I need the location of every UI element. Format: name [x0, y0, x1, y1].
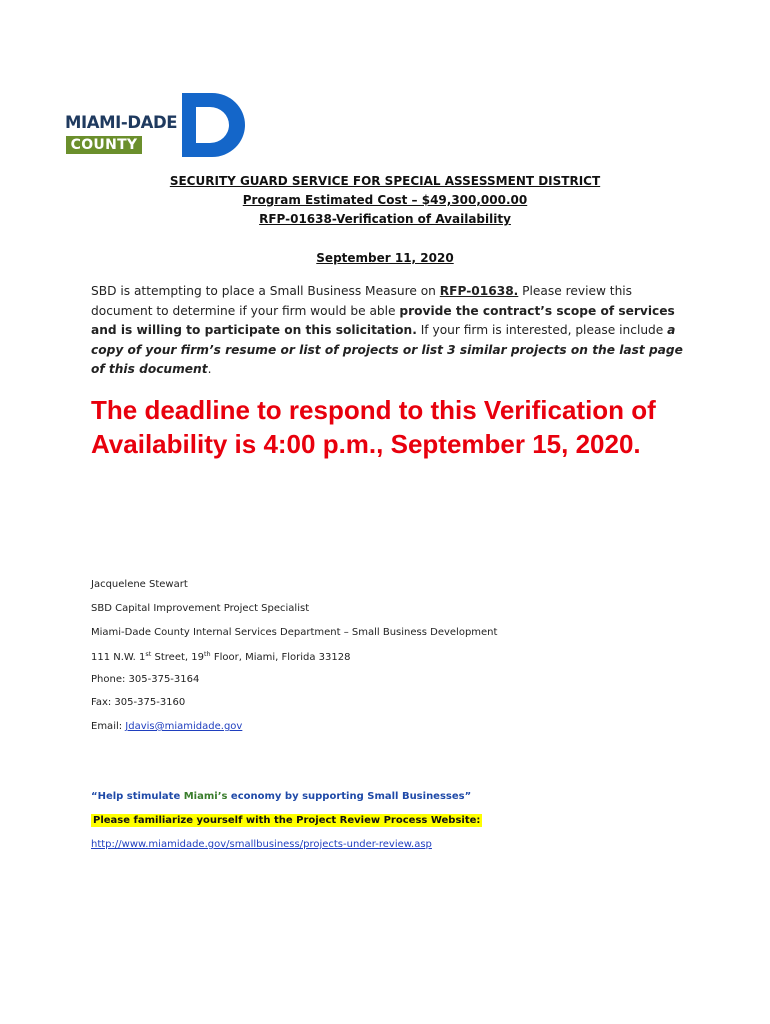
address-sup-1: st — [145, 650, 152, 658]
contact-department: Miami-Dade County Internal Services Department – Small Business Development — [91, 627, 498, 638]
slogan — [91, 791, 471, 802]
contact-role: SBD Capital Improvement Project Specialist — [91, 603, 310, 614]
deadline-notice: The deadline to respond to this Verification of Availability is 4:00 p.m., September 15, 2020. — [91, 395, 656, 459]
slogan-miami: Miami’s — [183, 791, 228, 802]
contact-fax: Fax: 305-375-3160 — [91, 697, 186, 708]
intro-bold-scope: provide the contract’s scope of services and is willing to participate on this solicitation. — [91, 303, 675, 337]
contact-phone: Phone: 305-375-3164 — [91, 674, 200, 685]
address-part-3: Floor, Miami, Florida 33128 — [210, 652, 351, 663]
logo-county-label: COUNTY — [66, 136, 142, 154]
intro-text-2: Please review this document to determine if your firm would be able — [91, 284, 633, 318]
estimated-cost: Program Estimated Cost – $49,300,000.00 — [242, 193, 528, 207]
intro-text-1: SBD is attempting to place a Small Business Measure on — [91, 284, 440, 298]
contact-name: Jacquelene Stewart — [91, 579, 188, 590]
intro-end: . — [207, 362, 212, 376]
document-title: SECURITY GUARD SERVICE FOR SPECIAL ASSESSMENT DISTRICT — [169, 174, 601, 188]
logo-wordmark: MIAMI-DADE — [65, 113, 178, 132]
document-date: September 11, 2020 — [316, 251, 454, 265]
intro-bold-resume: a copy of your firm’s resume or list of projects or list 3 similar projects on the last page of this document — [91, 323, 683, 376]
email-label: Email: — [91, 721, 126, 732]
website-row — [91, 839, 432, 850]
intro-text-3: If your firm is interested, please include — [416, 323, 668, 337]
slogan-part-2: economy by supporting Small Businesses” — [227, 791, 472, 802]
email-link[interactable]: Jdavis@miamidade.gov — [125, 721, 243, 732]
address-sup-2: th — [203, 650, 211, 658]
intro-rfp-number: RFP-01638. — [439, 284, 519, 298]
slogan-part-1: “Help stimulate — [91, 791, 184, 802]
contact-email-row — [91, 721, 691, 732]
intro-paragraph — [91, 282, 691, 380]
address-part-2: Street, 19 — [151, 652, 204, 663]
contact-address — [91, 650, 691, 663]
review-process-notice: Please familiarize yourself with the Project Review Process Website: — [93, 815, 481, 826]
website-link[interactable]: http://www.miamidade.gov/smallbusiness/projects-under-review.asp — [91, 839, 432, 850]
miami-dade-logo — [64, 93, 246, 157]
address-part-1: 111 N.W. 1 — [91, 652, 146, 663]
rfp-heading: RFP-01638-Verification of Availability — [259, 212, 511, 226]
